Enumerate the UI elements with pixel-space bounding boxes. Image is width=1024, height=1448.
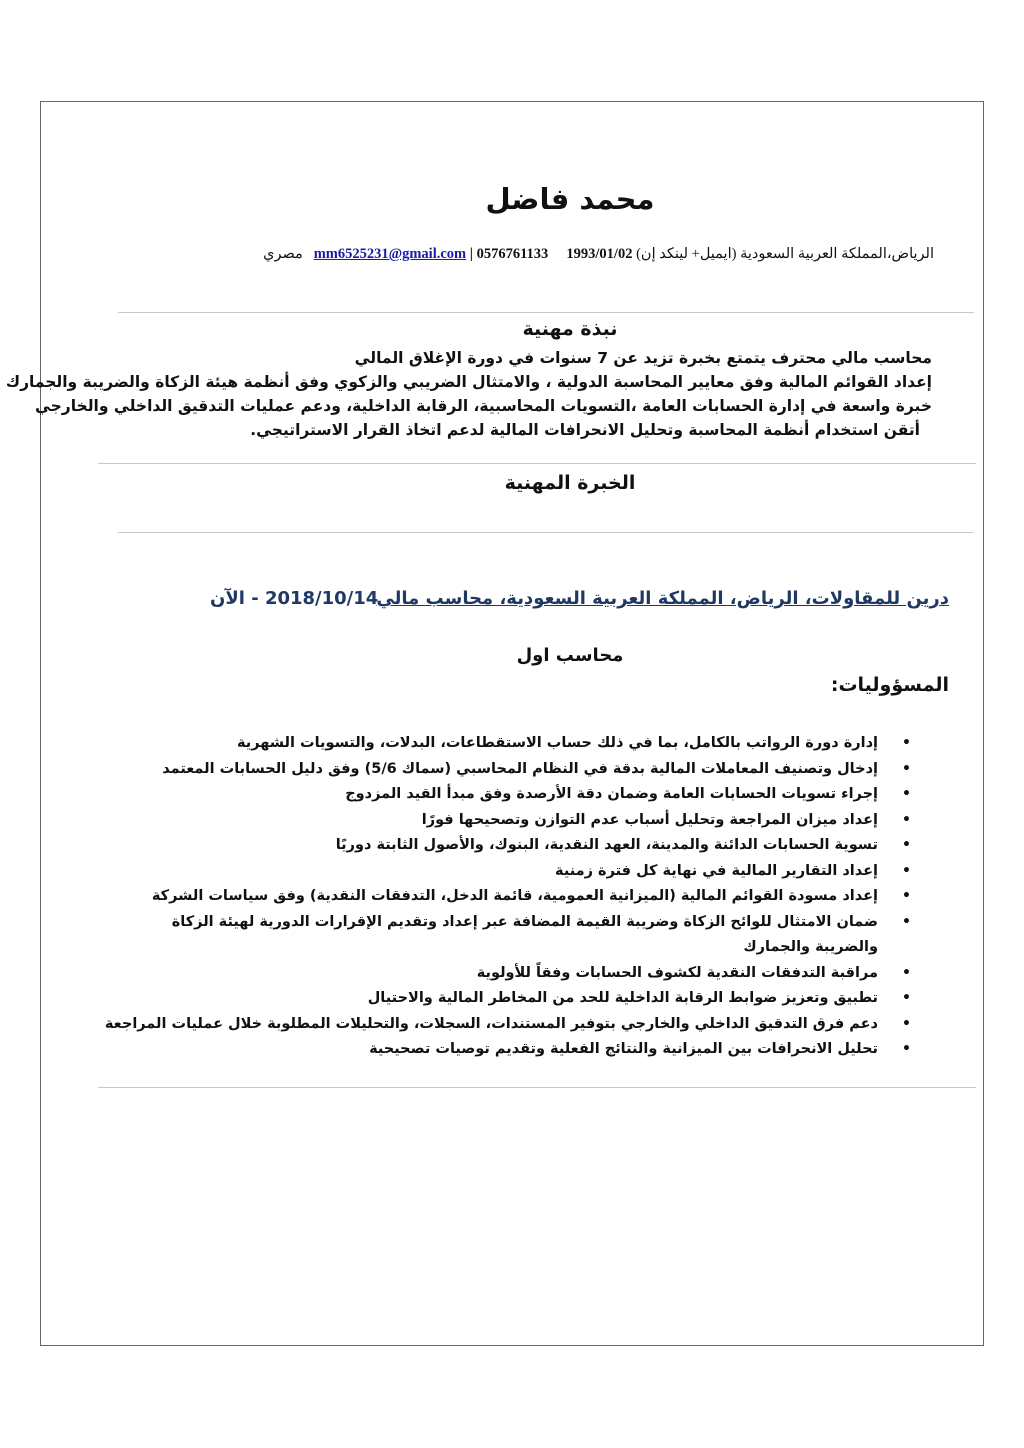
list-item: • إدارة دورة الرواتب بالكامل، بما في ذلك حساب الاستقطاعات، البدلات، والتسويات الشهرية bbox=[118, 731, 878, 757]
nationality: مصري bbox=[263, 246, 303, 262]
list-item: • إجراء تسويات الحسابات العامة وضمان دقة الأرصدة وفق مبدأ القيد المزدوج bbox=[118, 782, 878, 808]
phone-number: 0576761133 bbox=[476, 246, 549, 262]
email-link[interactable]: mm6525231@gmail.com bbox=[313, 246, 467, 262]
list-item: • ضمان الامتثال للوائح الزكاة وضريبة القيمة المضافة عبر إعداد وتقديم الإقرارات الدورية لهيئة الزكاة والضريبة والجمارك bbox=[118, 910, 878, 961]
summary-line: محاسب مالي محترف يتمتع بخبرة تزيد عن 7 سنوات في دورة الإغلاق المالي bbox=[354, 349, 932, 367]
divider bbox=[118, 312, 974, 313]
list-item: • تحليل الانحرافات بين الميزانية والنتائج الفعلية وتقديم توصيات تصحيحية bbox=[118, 1037, 878, 1063]
list-item: • تسوية الحسابات الدائنة والمدينة، العهد النقدية، البنوك، والأصول الثابتة دوريًا bbox=[118, 833, 878, 859]
location-text: الرياض،المملكة العربية السعودية (ايميل+ لينكد إن) bbox=[636, 246, 934, 262]
job-title: محاسب اول bbox=[516, 645, 624, 666]
experience-title: الخبرة المهنية bbox=[504, 472, 636, 494]
job-date: 2018/10/14 - الآن bbox=[210, 588, 379, 609]
list-item: • إعداد مسودة القوائم المالية (الميزانية العمومية، قائمة الدخل، التدفقات النقدية) وفق سياسات الشركة bbox=[118, 884, 878, 910]
page-border bbox=[40, 101, 984, 1346]
list-item: • إدخال وتصنيف المعاملات المالية بدقة في النظام المحاسبي (سماك 5/6) وفق دليل الحسابات المعتمد bbox=[118, 757, 878, 783]
divider bbox=[118, 532, 974, 533]
summary-text bbox=[6, 346, 932, 442]
list-item: • مراقبة التدفقات النقدية لكشوف الحسابات وفقاً للأولوية bbox=[118, 961, 878, 987]
list-item: • تطبيق وتعزيز ضوابط الرقابة الداخلية للحد من المخاطر المالية والاحتيال bbox=[118, 986, 878, 1012]
divider bbox=[98, 463, 976, 464]
summary-title: نبذة مهنية bbox=[522, 318, 618, 340]
summary-line: أتقن استخدام أنظمة المحاسبة وتحليل الانحرافات المالية لدعم اتخاذ القرار الاستراتيجي. bbox=[250, 421, 920, 439]
summary-line: إعداد القوائم المالية وفق معايير المحاسبة الدولية ، والامتثال الضريبي والزكوي وفق أنظمة هيئة الزكاة والضريبة والجمارك bbox=[5, 373, 932, 391]
list-item: • إعداد التقارير المالية في نهاية كل فترة زمنية bbox=[118, 859, 878, 885]
birthdate: 1993/01/02 bbox=[566, 246, 633, 262]
divider bbox=[98, 1087, 976, 1088]
candidate-name: محمد فاضل bbox=[485, 182, 655, 216]
job-company-line bbox=[376, 588, 949, 609]
responsibilities-list bbox=[104, 731, 878, 1063]
contact-line bbox=[263, 246, 934, 263]
contact-separator: | bbox=[469, 246, 473, 262]
responsibilities-label: المسؤوليات: bbox=[830, 674, 949, 696]
company-name: درين للمقاولات، الرياض، المملكة العربية السعودية، محاسب مالي bbox=[376, 588, 949, 609]
summary-line: خبرة واسعة في إدارة الحسابات العامة ،التسويات المحاسبية، الرقابة الداخلية، ودعم عمليات التدقيق الداخلي والخارجي bbox=[34, 397, 932, 415]
list-item: • إعداد ميزان المراجعة وتحليل أسباب عدم التوازن وتصحيحها فورًا bbox=[118, 808, 878, 834]
list-item: • دعم فرق التدقيق الداخلي والخارجي بتوفير المستندات، السجلات، والتحليلات المطلوبة خلال عمليات المراجعة bbox=[118, 1012, 878, 1038]
